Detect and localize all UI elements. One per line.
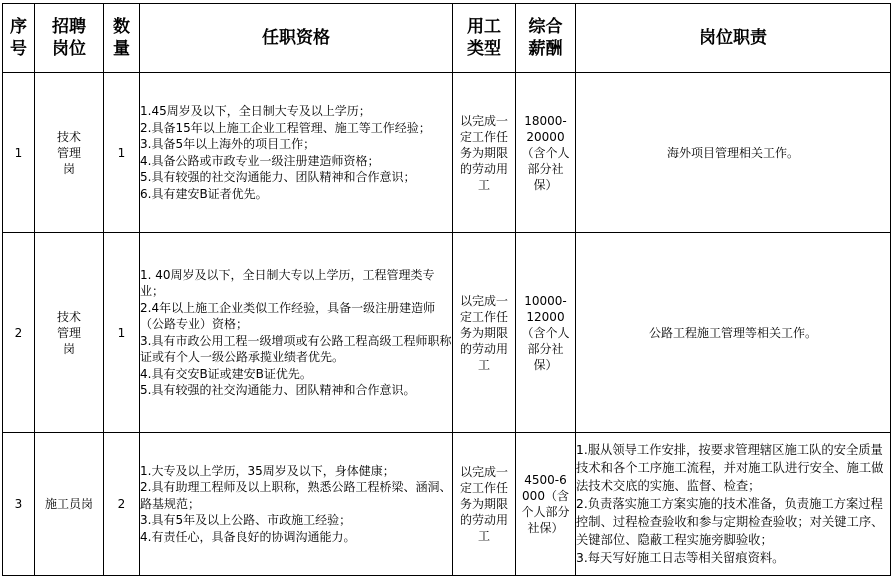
cell-salary: 10000-12000（含个人部分社保） — [516, 233, 576, 433]
cell-salary: 18000-20000（含个人部分社保） — [516, 73, 576, 233]
cell-type: 以完成一定工作任务为期限的劳动用工 — [453, 73, 516, 233]
qualification-item: 1.大专及以上学历，35周岁及以下，身体健康； — [140, 463, 395, 478]
cell-count: 1 — [104, 73, 140, 233]
cell-post: 技术管理岗 — [35, 233, 104, 433]
header-count: 数量 — [104, 4, 140, 73]
duty-item: 2.负责落实施工方案实施的技术准备，负责施工方案过程控制、过程检查验收和参与定期检查验收；对关键工序、关键部位、隐蔽工程实施旁脚验收； — [576, 497, 884, 547]
header-salary: 综合薪酬 — [516, 4, 576, 73]
cell-qualifications — [140, 73, 453, 233]
cell-duties — [576, 233, 891, 433]
qualification-item: 1. 40周岁及以下，全日制大专以上学历，工程管理类专业； — [140, 267, 435, 298]
table-row — [3, 433, 891, 576]
duty-item: 3.每天写好施工日志等相关留痕资料。 — [576, 551, 785, 565]
header-no: 序号 — [3, 4, 35, 73]
header-qualifications: 任职资格 — [140, 4, 453, 73]
cell-qualifications — [140, 433, 453, 576]
table-row — [3, 233, 891, 433]
qualification-item: 4.具有交安B证或建安B证优先。 — [140, 366, 312, 381]
qualification-item: 3.具有市政公用工程一级增项或有公路工程高级工程师职称证或有个人一级公路承揽业绩者优先。 — [140, 333, 452, 364]
duty-item: 公路工程施工管理等相关工作。 — [648, 325, 817, 340]
duty-item: 海外项目管理相关工作。 — [666, 145, 799, 160]
cell-type: 以完成一定工作任务为期限的劳动用工 — [453, 433, 516, 576]
qualification-item: 5.具有较强的社交沟通能力、团队精神和合作意识。 — [140, 383, 416, 397]
qualification-item: 1.45周岁及以下，全日制大专及以上学历； — [140, 104, 371, 118]
qualification-item: 6.具有建安B证者优先。 — [140, 186, 268, 201]
cell-duties — [576, 433, 891, 576]
qualification-item: 3.具备5年以上海外的项目工作； — [140, 137, 316, 151]
cell-count: 1 — [104, 233, 140, 433]
recruitment-table — [2, 3, 891, 576]
cell-no: 1 — [3, 73, 35, 233]
qualification-item: 2.具备15年以上施工企业工程管理、施工等工作经验； — [140, 120, 431, 135]
qualification-item: 4.具备公路或市政专业一级注册建造师资格； — [140, 153, 380, 168]
table-row — [3, 73, 891, 233]
cell-type: 以完成一定工作任务为期限的劳动用工 — [453, 233, 516, 433]
header-type: 用工类型 — [453, 4, 516, 73]
cell-count: 2 — [104, 433, 140, 576]
cell-post: 施工员岗 — [35, 433, 104, 576]
header-post: 招聘岗位 — [35, 4, 104, 73]
qualification-item: 3.具有5年及以上公路、市政施工经验； — [140, 513, 352, 528]
cell-duties — [576, 73, 891, 233]
qualification-item: 5.具有较强的社交沟通能力、团队精神和合作意识； — [140, 170, 416, 184]
qualification-item: 2.4年以上施工企业类似工作经验，具备一级注册建造师（公路专业）资格； — [140, 300, 436, 331]
duty-item: 1.服从领导工作安排，按要求管理辖区施工队的安全质量技术和各个工序施工流程，并对施工队进行安全、施工做法技术交底的实施、监督、检查； — [576, 443, 884, 493]
cell-no: 3 — [3, 433, 35, 576]
cell-qualifications — [140, 233, 453, 433]
header-duties: 岗位职责 — [576, 4, 891, 73]
cell-salary: 4500-6000（含个人部分社保） — [516, 433, 576, 576]
qualification-item: 2.具有助理工程师及以上职称，熟悉公路工程桥梁、涵洞、路基规范； — [140, 480, 452, 511]
cell-no: 2 — [3, 233, 35, 433]
qualification-item: 4.有责任心，具备良好的协调沟通能力。 — [140, 529, 356, 544]
header-row — [3, 4, 891, 73]
cell-post: 技术管理岗 — [35, 73, 104, 233]
